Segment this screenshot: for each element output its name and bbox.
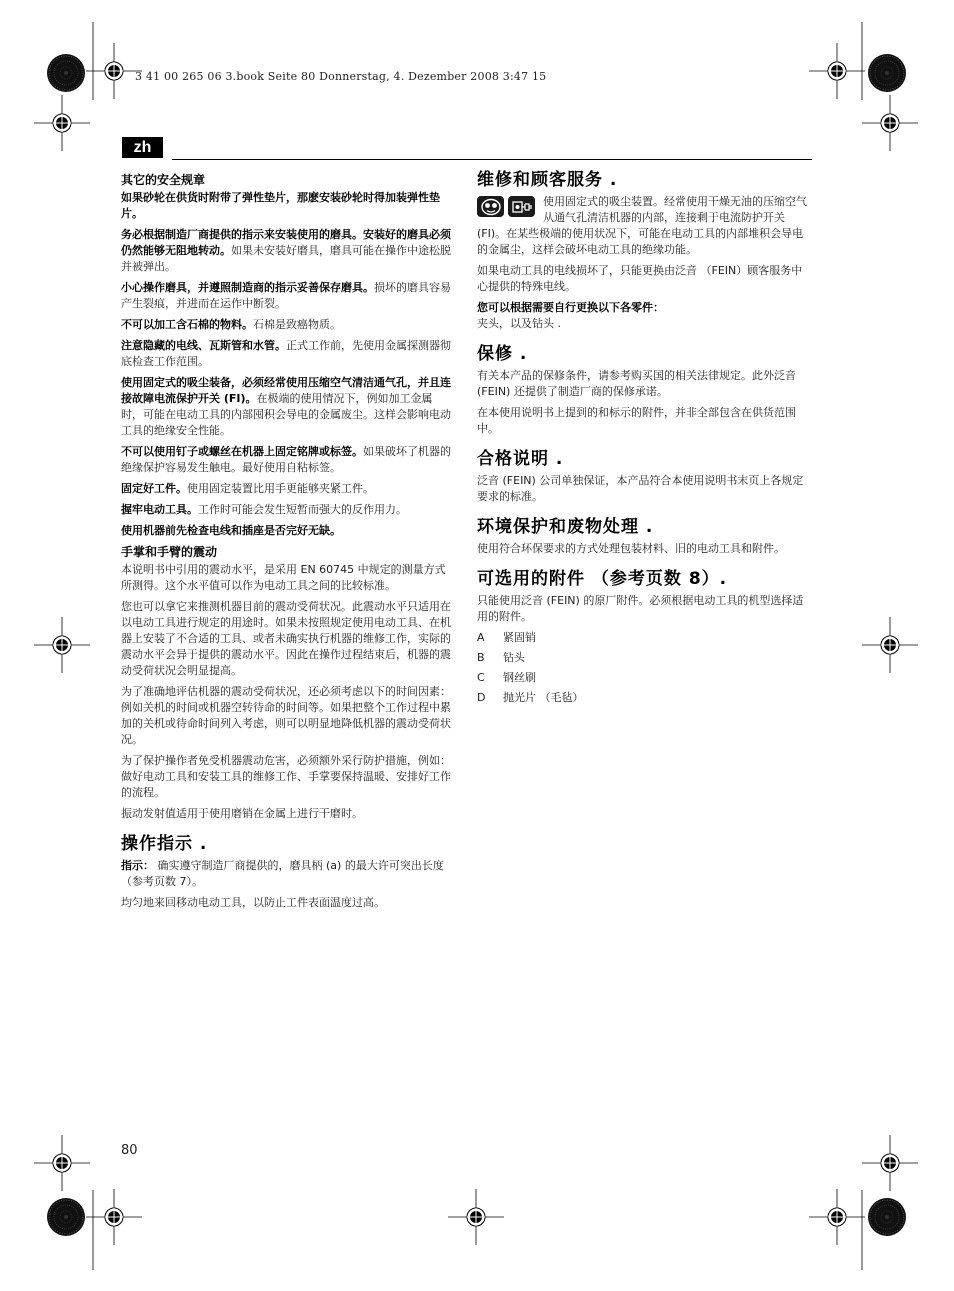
accessory-label: 钢丝刷 [503,671,536,684]
page-number: 80 [121,1143,138,1158]
safety-para-2-text: 如果未安装好磨具，磨具可能在操作中途松脱并被弹出。 [121,244,451,273]
safety-para-6-text: 在极端的使用情况下，例如加工金属时，可能在电动工具的内部囤积会导电的金属废尘。这样会影响电动工具的绝缘安全性能。 [121,392,451,437]
registration-star-icon [47,1198,85,1236]
file-header: 3 41 00 265 06 3.book Seite 80 Donnerstag, 4. Dezember 2008 3:47 15 [135,70,547,83]
accessory-key: A [477,631,485,644]
registration-mark-icon [862,1135,918,1191]
warranty-para-1: 有关本产品的保修条件，请参考购买国的相关法律规定。此外泛音 (FEIN) 还提供了制造厂商的保修承诺。 [477,369,796,398]
safety-para-8-bold: 固定好工件。 [121,482,187,495]
safety-para-4-bold: 不可以加工含石棉的物料。 [121,318,253,331]
environment-para-1: 使用符合环保要求的方式处理包装材料、旧的电动工具和附件。 [477,542,785,555]
registration-star-icon [868,54,906,92]
safety-para-4-text: 石棉是致癌物质。 [253,318,341,331]
vibration-para-5: 振动发射值适用于使用磨销在金属上进行干磨时。 [121,807,363,820]
accessory-key: C [477,671,485,684]
vibration-title: 手掌和手臂的震动 [121,545,218,559]
vibration-para-2: 您也可以拿它来推测机器目前的震动受荷状况。此震动水平只适用在以电动工具进行规定的用途时。如果未按照规定使用电动工具、在机器上安装了不合适的工具、或者未确实执行机器的维修工作，实际的震动水平会异于提供的震动水平。因此在操作过程结束后，机器的震动受荷状况会明显提高。 [121,600,451,677]
registration-mark-icon [862,95,918,151]
warranty-para-2: 在本使用说明书上提到的和标示的附件，并非全部包含在供货范围中。 [477,406,796,435]
registration-mark-icon [809,43,865,99]
operation-note-bold: 指示： [121,859,154,872]
operation-note-text: 确实遵守制造厂商提供的，磨具柄 (a) 的最大许可突出长度 （参考页数 7）。 [121,859,444,888]
registration-star-icon [868,1198,906,1236]
registration-mark-icon [448,1189,504,1245]
registration-mark-icon [862,617,918,673]
safety-para-1-bold: 如果砂轮在供货时附带了弹性垫片，那麽安装砂轮时得加装弹性垫片。 [121,191,440,220]
registration-mark-icon [86,1189,142,1245]
maintenance-para-1: 使用固定式的吸尘装置。经常使用干燥无油的压缩空气从通气孔清洁机器的内部，连接剩于电流防护开关 (FI)。在某些极端的使用状况下，可能在电动工具的内部堆积会导电的金属尘，这样会破坏电动工具的绝缘功能。 [477,195,807,256]
accessories-para-1: 只能使用泛音 (FEIN) 的原厂附件。必须根据电动工具的机型选择适用的附件。 [477,594,804,623]
vibration-para-4: 为了保护操作者免受机器震动危害，必须额外采行防护措施，例如：做好电动工具和安装工具的维修工作、手掌要保持温暖、安排好工作的流程。 [121,754,451,799]
safety-para-3-text: 损坏的磨具容易产生裂痕，并进而在运作中断裂。 [121,281,451,310]
registration-mark-icon [34,1135,90,1191]
maintenance-para-2: 如果电动工具的电线损坏了，只能更换由泛音 （FEIN）顾客服务中心提供的特殊电线。 [477,264,803,293]
vibration-para-1: 本说明书中引用的震动水平，是采用 EN 60745 中规定的测量方式所测得。这个水平值可以作为电动工具之间的比较标准。 [121,563,446,592]
conformity-title: 合格说明 . [477,449,564,469]
safety-para-10-bold: 使用机器前先检查电线和插座是否完好无缺。 [121,524,341,537]
language-tab: zh [122,137,163,158]
safety-para-5-bold: 注意隐藏的电线、瓦斯管和水管。 [121,339,286,352]
safety-para-7-text: 如果破坏了机器的绝缘保护容易发生触电。最好使用自粘标签。 [121,445,451,474]
accessory-label: 紧固销 [503,631,536,644]
accessories-title: 可选用的附件 （参考页数 8）. [477,569,728,589]
accessory-key: D [477,691,486,704]
registration-star-icon [47,54,85,92]
maintenance-title: 维修和顾客服务 . [477,170,618,190]
safety-para-8-text: 使用固定装置比用手更能够夹紧工件。 [187,482,374,495]
vibration-para-3: 为了准确地评估机器的震动受荷状况，还必须考虑以下的时间因素：例如关机的时间或机器空转待命的时间等。如果把整个工作过程中累加的关机或待命时间列入考虑，则可以明显地降低机器的震动受荷状况。 [121,685,451,746]
safety-para-7-bold: 不可以使用钉子或螺丝在机器上固定铭牌或标签。 [121,445,363,458]
safety-para-9-bold: 握牢电动工具。 [121,503,198,516]
operation-para-2: 均匀地来回移动电动工具，以防止工件表面温度过高。 [121,896,385,909]
accessory-key: B [477,651,485,664]
operation-title: 操作指示 . [121,834,208,854]
accessory-label: 抛光片 （毛毡） [503,691,584,704]
safety-para-9-text: 工作时可能会发生短暂而强大的反作用力。 [198,503,407,516]
conformity-para-1: 泛音 (FEIN) 公司单独保证，本产品符合本使用说明书末页上各规定要求的标准。 [477,474,804,503]
safety-para-6-bold: 使用固定式的吸尘装备，必须经常使用压缩空气清洁通气孔，并且连接故障电流保护开关 (FI)。 [121,376,451,405]
registration-mark-icon [809,1189,865,1245]
environment-title: 环境保护和废物处理 . [477,517,654,537]
maintenance-parts-text: 夹头，以及钻头 . [477,317,561,330]
accessory-label: 钻头 [503,651,525,664]
safety-title: 其它的安全规章 [121,173,206,187]
registration-mark-icon [86,43,142,99]
safety-para-5-text: 正式工作前，先使用金属探测器彻底检查工作范围。 [121,339,451,368]
safety-para-2-bold: 务必根据制造厂商提供的指示来安装使用的磨具。安装好的磨具必须仍然能够无阻地转动。 [121,228,451,257]
warranty-title: 保修 . [477,344,528,364]
maintenance-parts-bold: 您可以根据需要自行更换以下各零件： [477,301,664,314]
registration-mark-icon [34,617,90,673]
safety-para-3-bold: 小心操作磨具，并遵照制造商的指示妥善保存磨具。 [121,281,374,294]
registration-mark-icon [34,95,90,151]
